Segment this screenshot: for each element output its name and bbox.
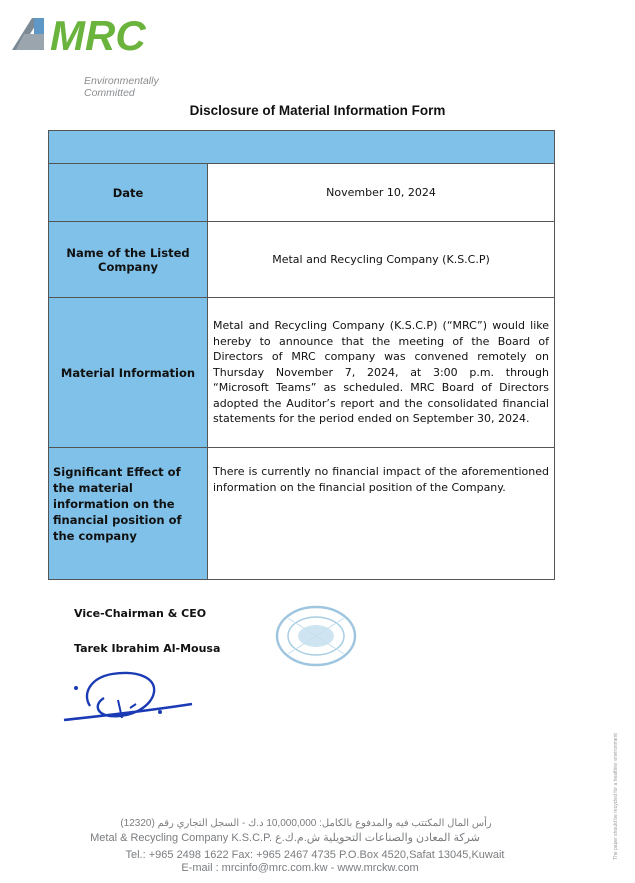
table-row bbox=[49, 164, 555, 222]
handwritten-signature bbox=[60, 664, 200, 730]
logo-text: MRC bbox=[50, 12, 146, 59]
row-label: Material Information bbox=[49, 298, 208, 448]
footer-web: E-mail : mrcinfo@mrc.com.kw - www.mrckw.com bbox=[181, 862, 419, 874]
footer-capital: رأس المال المكتتب فيه والمدفوع بالكامل: 10,000,000 د.ك - السجل التجاري رقم (12320) bbox=[120, 818, 492, 829]
row-value: Metal and Recycling Company (K.S.C.P) (“MRC”) would like hereby to announce that the meeting of the Board of Directors of MRC company was convened remotely on Thursday November 7, 2024, at 3:00 p.m. through “Microsoft Teams” as scheduled. MRC Board of Directors adopted the Auditor’s report and the consolidated financial statements for the period ended on September 30, 2024. bbox=[208, 298, 555, 448]
disclosure-table bbox=[48, 130, 555, 580]
form-title: Disclosure of Material Information Form bbox=[189, 103, 446, 118]
table-row bbox=[49, 222, 555, 298]
header-row bbox=[49, 131, 555, 164]
logo-tagline: Environmentally Committed bbox=[84, 75, 159, 99]
row-label: Name of the Listed Company bbox=[49, 222, 208, 298]
row-label: Significant Effect of the material information on the financial position of the company bbox=[49, 448, 208, 580]
footer-company: Metal & Recycling Company K.S.C.P. شركة المعادن والصناعات التحويلية ش.م.ك.ع bbox=[90, 832, 480, 844]
table-row bbox=[49, 298, 555, 448]
signatory-name: Tarek Ibrahim Al-Mousa bbox=[74, 642, 221, 655]
row-value: Metal and Recycling Company (K.S.C.P) bbox=[208, 222, 555, 298]
row-value: November 10, 2024 bbox=[208, 164, 555, 222]
signatory-role: Vice-Chairman & CEO bbox=[74, 607, 207, 620]
table-row bbox=[49, 448, 555, 580]
company-seal bbox=[274, 604, 358, 672]
recycle-note: The paper should be recycled for a healthier environment bbox=[613, 733, 619, 860]
row-label: Date bbox=[49, 164, 208, 222]
mrc-logo-mark bbox=[10, 12, 210, 68]
footer-contact: Tel.: +965 2498 1622 Fax: +965 2467 4735 P.O.Box 4520,Safat 13045,Kuwait bbox=[125, 849, 505, 861]
row-value: There is currently no financial impact of the aforementioned information on the financial position of the Company. bbox=[208, 448, 555, 580]
mrc-logo bbox=[10, 12, 210, 99]
